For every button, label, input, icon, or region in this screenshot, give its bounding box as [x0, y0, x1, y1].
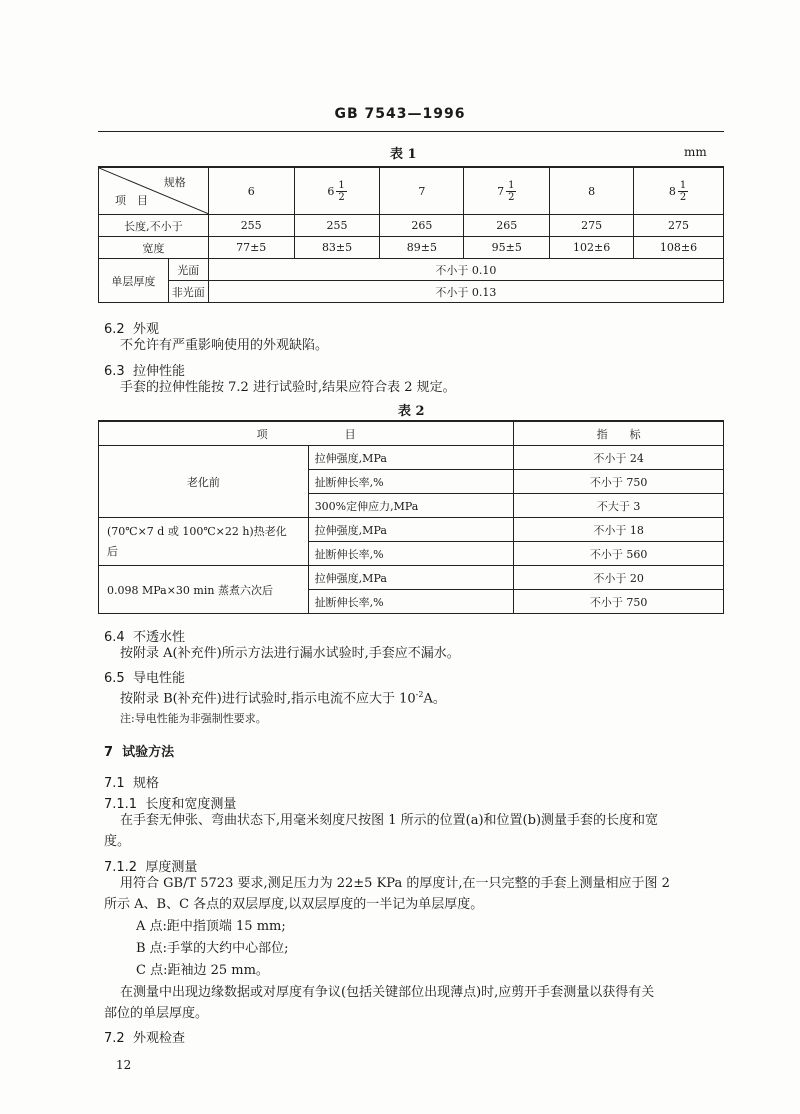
section-7-1-1-heading: 7.1.1 长度和宽度测量 [104, 797, 237, 812]
rough-label: 非光面 [168, 281, 208, 303]
corner-spec-label: 规格 [163, 176, 186, 189]
table1-caption: 表 1 [390, 147, 417, 162]
length-label: 长度,不小于 [99, 215, 209, 237]
table-cell: 不小于 20 [514, 566, 724, 590]
table-cell: 275 [550, 215, 634, 237]
section-6-4-heading: 6.4 不透水性 [104, 630, 185, 645]
table-cell: 265 [464, 215, 550, 237]
size-header: 8 [550, 167, 634, 215]
table-cell: 不小于 24 [514, 446, 724, 470]
table-cell: 83±5 [294, 237, 380, 259]
size-header: 6 1 2 [294, 167, 380, 215]
section-6-2-heading: 6.2 外观 [104, 322, 159, 337]
table-row [99, 518, 724, 542]
table-cell: 拉伸强度,MPa [308, 518, 514, 542]
size-header: 6 [208, 167, 294, 215]
table-cell: 不小于 750 [514, 590, 724, 614]
index-column-header: 指 标 [514, 421, 724, 446]
point-c-text: C 点:距袖边 25 mm。 [136, 963, 269, 978]
point-a-text: A 点:距中指顶端 15 mm; [136, 919, 286, 934]
section-6-5-note: 注:导电性能为非强制性要求。 [120, 712, 267, 725]
section-7-1-2-line: 所示 A、B、C 各点的双层厚度,以双层厚度的一半记为单层厚度。 [104, 897, 484, 912]
table1-unit: mm [684, 145, 707, 159]
table-cell: 89±5 [380, 237, 464, 259]
table-row [99, 215, 724, 237]
section-7-1-heading: 7.1 规格 [104, 776, 159, 791]
table-row [99, 281, 724, 303]
table-cell: 95±5 [464, 237, 550, 259]
section-6-2-text: 不允许有严重影响使用的外观缺陷。 [120, 338, 329, 353]
corner-item-label: 项 目 [115, 194, 148, 207]
section-7-1-2-heading: 7.1.2 厚度测量 [104, 860, 198, 875]
header-rule [98, 131, 724, 132]
table-cell: 拉伸强度,MPa [308, 566, 514, 590]
group-label-heat-aging: (70℃×7 d 或 100℃×22 h)热老化 后 [99, 518, 309, 566]
table-cell: 扯断伸长率,% [308, 470, 514, 494]
standard-number-header: GB 7543—1996 [334, 106, 466, 122]
section-7-1-2-line: 用符合 GB/T 5723 要求,测足压力为 22±5 KPa 的厚度计,在一只完整的手套上测量相应于图 2 [120, 876, 670, 891]
rough-value: 不小于 0.13 [208, 281, 723, 303]
table-cell: 不小于 18 [514, 518, 724, 542]
section-6-5-text: 按附录 B(补充件)进行试验时,指示电流不应大于 $10^{-2}A$。 [120, 690, 446, 707]
page-number: 12 [116, 1058, 132, 1072]
width-label: 宽度 [99, 237, 209, 259]
section-7-1-2-line: 部位的单层厚度。 [104, 1006, 209, 1021]
point-b-text: B 点:手掌的大约中心部位; [136, 941, 289, 956]
table-cell: 拉伸强度,MPa [308, 446, 514, 470]
section-7-1-1-line: 度。 [104, 834, 131, 849]
table-cell: 不小于 750 [514, 470, 724, 494]
section-6-5-heading: 6.5 导电性能 [104, 671, 185, 686]
table-row [99, 237, 724, 259]
table2-caption: 表 2 [398, 404, 425, 419]
table-cell: 不大于 3 [514, 494, 724, 518]
size-header: 7 [380, 167, 464, 215]
table1-header-row [99, 167, 724, 215]
table-cell: 扯断伸长率,% [308, 590, 514, 614]
table-cell: 255 [208, 215, 294, 237]
table-row [99, 259, 724, 281]
table-cell: 不小于 560 [514, 542, 724, 566]
table-row [99, 566, 724, 590]
table2-header-row [99, 421, 724, 446]
table-cell: 300%定伸应力,MPa [308, 494, 514, 518]
section-7-heading: 7 试验方法 [104, 745, 175, 760]
table-row [99, 446, 724, 470]
table-cell: 265 [380, 215, 464, 237]
section-7-1-2-line: 在测量中出现边缘数据或对厚度有争议(包括关键部位出现薄点)时,应剪开手套测量以获得有关 [120, 985, 655, 1000]
group-label-before-aging: 老化前 [99, 446, 309, 518]
table-1 [98, 166, 724, 303]
item-column-header: 项 目 [99, 421, 514, 446]
group-label-steaming: 0.098 MPa×30 min 蒸煮六次后 [99, 566, 309, 614]
table-cell: 255 [294, 215, 380, 237]
smooth-value: 不小于 0.10 [208, 259, 723, 281]
table-cell: 102±6 [550, 237, 634, 259]
section-6-3-text: 手套的拉伸性能按 7.2 进行试验时,结果应符合表 2 规定。 [120, 380, 456, 395]
size-header: 7 1 2 [464, 167, 550, 215]
smooth-label: 光面 [168, 259, 208, 281]
table-2 [98, 420, 724, 614]
table-cell: 扯断伸长率,% [308, 542, 514, 566]
thickness-label: 单层厚度 [99, 259, 169, 303]
section-7-1-1-line: 在手套无伸张、弯曲状态下,用毫米刻度尺按图 1 所示的位置(a)和位置(b)测量手套的长度和宽 [120, 813, 659, 828]
section-7-2-heading: 7.2 外观检查 [104, 1031, 185, 1046]
table-cell: 108±6 [634, 237, 724, 259]
section-6-4-text: 按附录 A(补充件)所示方法进行漏水试验时,手套应不漏水。 [120, 646, 460, 661]
table-cell: 77±5 [208, 237, 294, 259]
table1-corner-cell [99, 167, 209, 215]
section-6-3-heading: 6.3 拉伸性能 [104, 364, 185, 379]
size-header: 8 1 2 [634, 167, 724, 215]
table-cell: 275 [634, 215, 724, 237]
